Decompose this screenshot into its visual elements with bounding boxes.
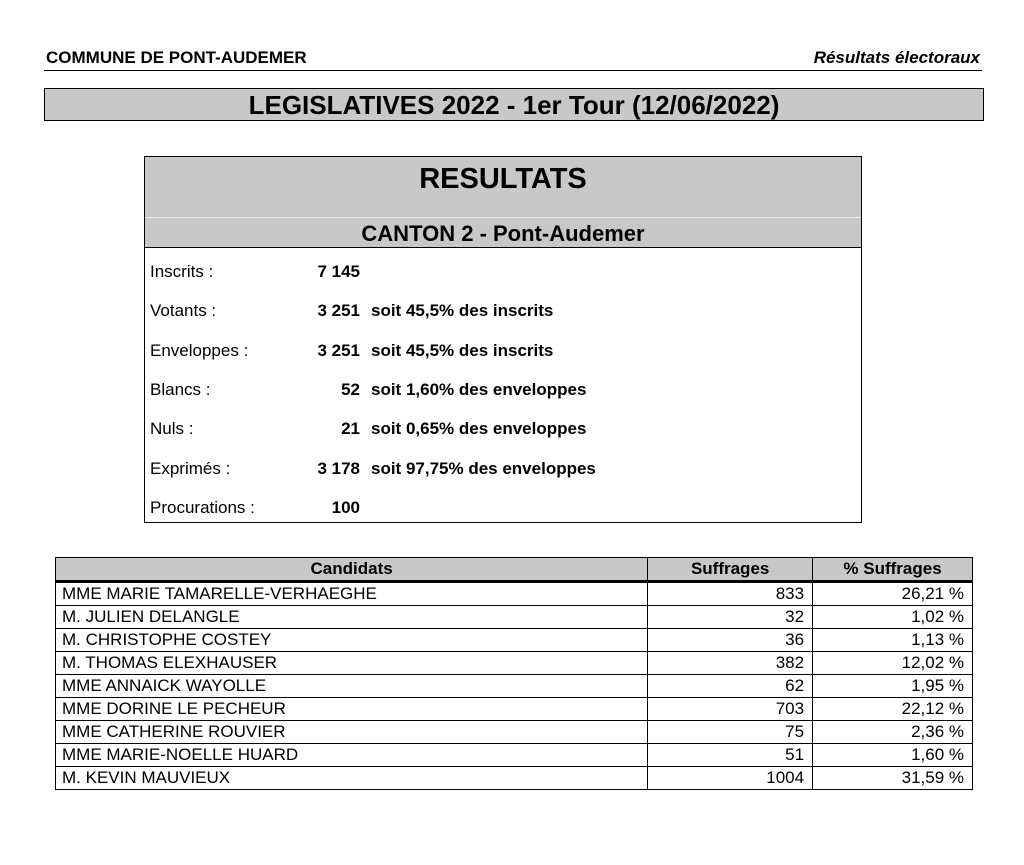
election-title: LEGISLATIVES 2022 - 1er Tour (12/06/2022) [44,88,984,121]
stat-value: 3 251 [317,301,360,320]
suffrages-percent: 1,02 % [813,606,973,629]
suffrages-percent: 2,36 % [813,721,973,744]
canton-name: CANTON 2 - Pont-Audemer [361,221,645,246]
stat-value: 21 [341,419,360,438]
page-header [44,48,982,71]
suffrages-percent: 26,21 % [813,582,973,606]
table-row [56,744,973,767]
table-row [56,652,973,675]
suffrages-percent: 31,59 % [813,767,973,790]
column-header-suffrages: Suffrages [648,558,813,582]
stat-note: soit 45,5% des inscrits [371,341,554,360]
suffrages-percent: 22,12 % [813,698,973,721]
stat-value: 3 251 [317,341,360,360]
stat-label: Inscrits : [150,262,214,281]
stat-value: 52 [341,380,360,399]
suffrages-percent: 12,02 % [813,652,973,675]
table-row [56,721,973,744]
candidate-name: MME MARIE TAMARELLE-VERHAEGHE [56,582,648,606]
table-row [56,698,973,721]
commune-name: COMMUNE DE PONT-AUDEMER [46,48,307,67]
suffrages-count: 833 [648,582,813,606]
results-summary-box [144,156,862,523]
document-subtitle: Résultats électoraux [813,48,980,67]
stat-note: soit 1,60% des enveloppes [371,380,587,399]
column-header-pct-suffrages: % Suffrages [813,558,973,582]
suffrages-count: 1004 [648,767,813,790]
suffrages-count: 32 [648,606,813,629]
stat-label: Blancs : [150,380,211,399]
suffrages-count: 62 [648,675,813,698]
results-title: RESULTATS [419,163,587,195]
table-header-row [56,558,973,582]
stat-label: Exprimés : [150,459,231,478]
table-row [56,629,973,652]
stat-label: Votants : [150,301,217,320]
suffrages-count: 36 [648,629,813,652]
candidate-name: MME DORINE LE PECHEUR [56,698,648,721]
table-row [56,606,973,629]
stat-note: soit 45,5% des inscrits [371,301,554,320]
suffrages-percent: 1,13 % [813,629,973,652]
stat-value: 100 [331,498,360,517]
candidate-name: MME MARIE-NOELLE HUARD [56,744,648,767]
header-separator [145,217,861,218]
candidate-name: M. JULIEN DELANGLE [56,606,648,629]
table-row [56,582,973,606]
table-row [56,767,973,790]
stat-value: 3 178 [317,459,360,478]
stat-label: Nuls : [150,419,194,438]
table-row [56,675,973,698]
suffrages-count: 382 [648,652,813,675]
table-body [56,582,973,790]
column-header-candidats: Candidats [56,558,648,582]
stat-note: soit 0,65% des enveloppes [371,419,587,438]
stat-value: 7 145 [317,262,360,281]
results-header [145,157,861,248]
candidate-name: M. CHRISTOPHE COSTEY [56,629,648,652]
suffrages-percent: 1,60 % [813,744,973,767]
suffrages-count: 703 [648,698,813,721]
candidate-name: MME ANNAICK WAYOLLE [56,675,648,698]
candidate-name: M. THOMAS ELEXHAUSER [56,652,648,675]
suffrages-percent: 1,95 % [813,675,973,698]
stat-label: Procurations : [150,498,255,517]
candidates-table [55,557,973,790]
suffrages-count: 51 [648,744,813,767]
suffrages-count: 75 [648,721,813,744]
candidate-name: M. KEVIN MAUVIEUX [56,767,648,790]
stat-label: Enveloppes : [150,341,249,360]
stat-note: soit 97,75% des enveloppes [371,459,596,478]
candidate-name: MME CATHERINE ROUVIER [56,721,648,744]
